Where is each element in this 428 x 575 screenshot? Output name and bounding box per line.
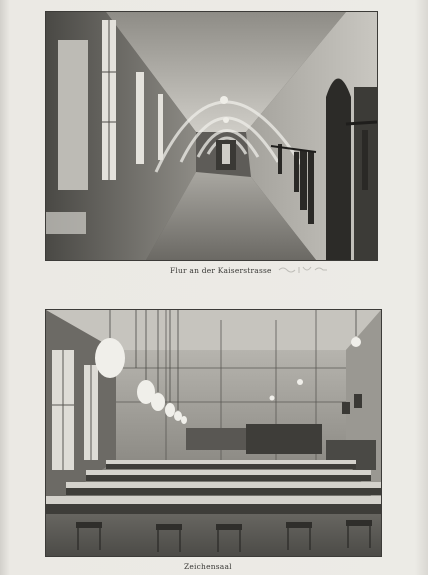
drawing-hall-caption: Zeichensaal <box>184 562 232 571</box>
library-stamp-mark <box>277 264 331 275</box>
corridor-photo-drawing <box>46 12 377 260</box>
corridor-caption: Flur an der Kaiserstrasse <box>170 266 272 275</box>
hall-photo-drawing <box>46 310 381 556</box>
drawing-hall-photograph <box>46 310 381 556</box>
corridor-photograph <box>46 12 377 260</box>
